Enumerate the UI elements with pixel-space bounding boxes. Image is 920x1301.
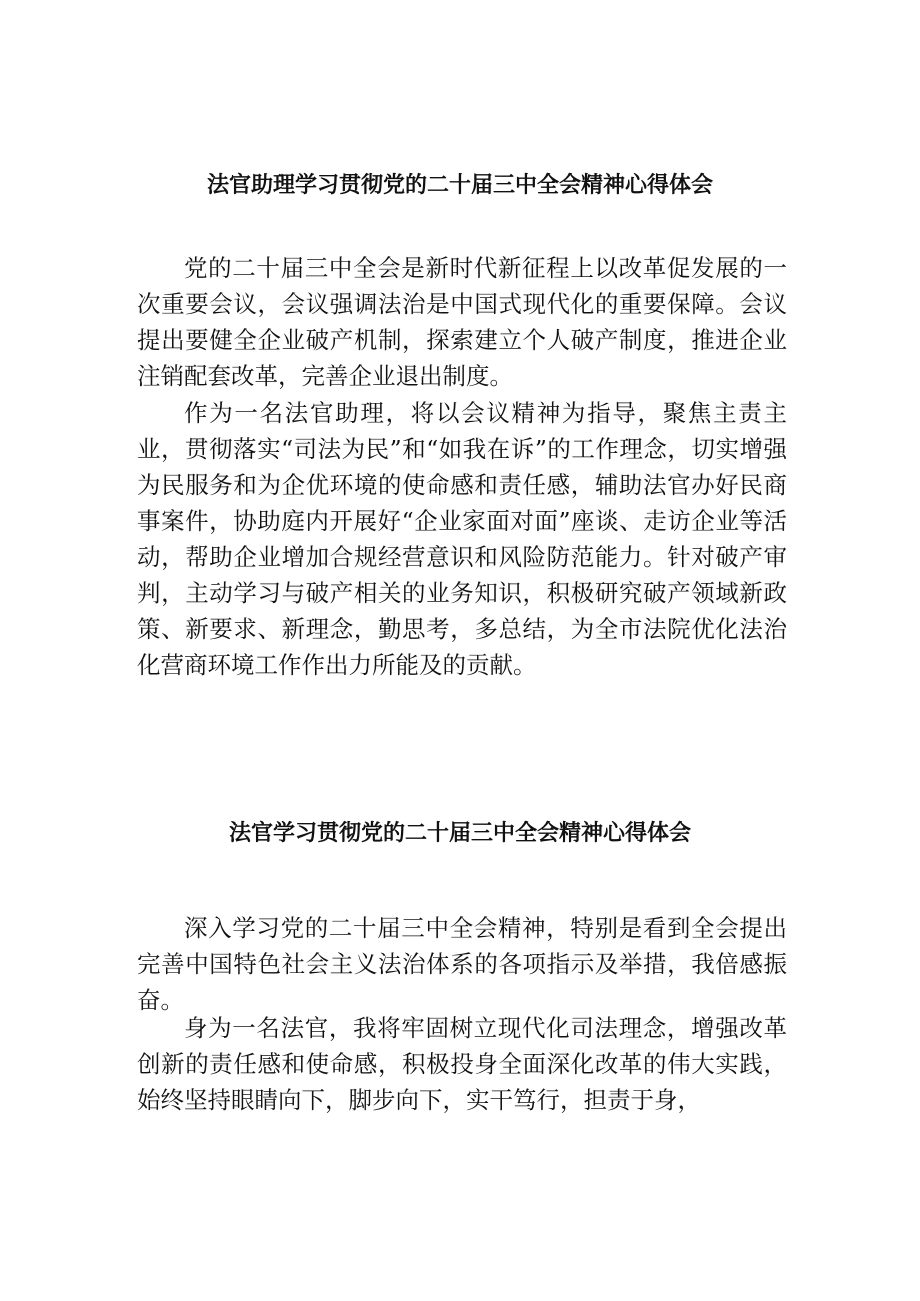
section-1-title: 法官助理学习贯彻党的二十届三中全会精神心得体会 xyxy=(206,172,713,198)
section-1-paragraph-2: 作为一名法官助理，将以会议精神为指导，聚焦主责主业，贯彻落实“司法为民”和“如我在诉”的工作理念，切实增强为民服务和为企优环境的使命感和责任感，辅助法官办好民商事案件，协助庭内开展好“企业家面对面”座谈、走访企业等活动，帮助企业增加合规经营意识和风险防范能力。针对破产审判，主动学习与破产相关的业务知识，积极研究破产领域新政策、新要求、新理念，勤思考，多总结，为全市法院优化法治化营商环境工作作出力所能及的贡献。 xyxy=(137,399,787,679)
section-2-paragraph-2: 身为一名法官，我将牢固树立现代化司法理念，增强改革创新的责任感和使命感，积极投身全面深化改革的伟大实践，始终坚持眼睛向下，脚步向下，实干笃行，担责于身， xyxy=(137,1014,787,1114)
section-1-paragraph-1: 党的二十届三中全会是新时代新征程上以改革促发展的一次重要会议，会议强调法治是中国式现代化的重要保障。会议提出要健全企业破产机制，探索建立个人破产制度，推进企业注销配套改革，完善企业退出制度。 xyxy=(137,254,787,390)
section-2-paragraph-1: 深入学习党的二十届三中全会精神，特别是看到全会提出完善中国特色社会主义法治体系的各项指示及举措，我倍感振奋。 xyxy=(137,914,787,1014)
section-2-title: 法官学习贯彻党的二十届三中全会精神心得体会 xyxy=(228,820,691,846)
